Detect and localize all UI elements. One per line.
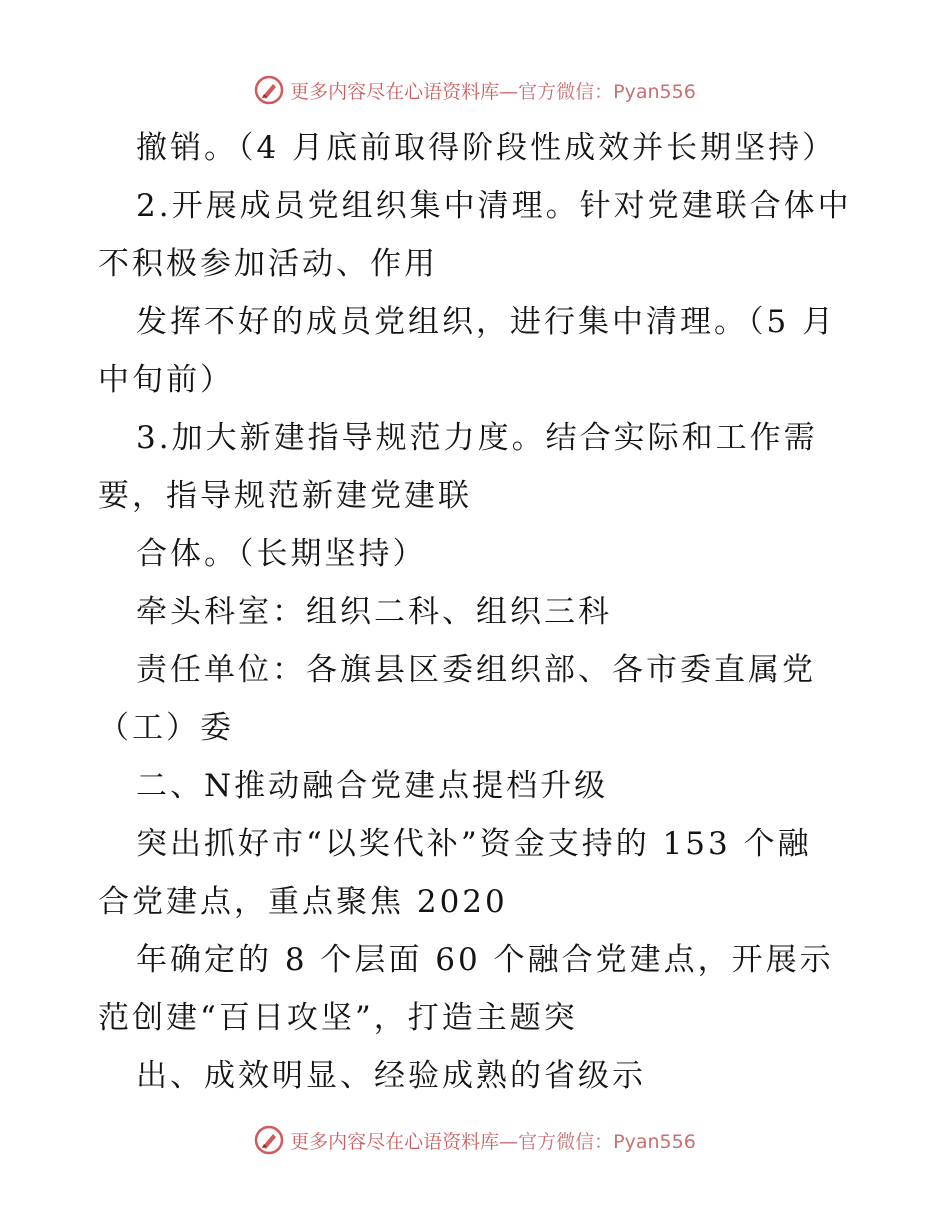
body-line: 出、成效明显、经验成熟的省级示	[136, 1058, 646, 1094]
body-line: （工）委	[98, 710, 234, 746]
watermark-right-text: —官方微信：Pyan556	[499, 80, 696, 103]
body-line: 突出抓好市“以奖代补”资金支持的 153 个融	[136, 826, 812, 862]
body-line: 2.开展成员党组织集中清理。针对党建联合体中	[136, 188, 852, 224]
section-heading: 二、N推动融合党建点提档升级	[136, 768, 609, 804]
body-line: 发挥不好的成员党组织，进行集中清理。（5 月	[136, 304, 837, 340]
body-line: 3.加大新建指导规范力度。结合实际和工作需	[136, 420, 818, 456]
footer-watermark	[0, 1122, 950, 1158]
watermark-right-text: —官方微信：Pyan556	[499, 1130, 696, 1153]
body-line: 中旬前）	[98, 362, 234, 398]
body-line: 范创建“百日攻坚”，打造主题突	[98, 1000, 578, 1036]
body-line: 撤销。（4 月底前取得阶段性成效并长期坚持）	[136, 130, 837, 166]
watermark-left-text: 更多内容尽在心语资料库	[290, 1130, 500, 1153]
pen-logo-icon	[254, 1125, 284, 1155]
body-line: 牵头科室：组织二科、组织三科	[136, 594, 612, 630]
body-line: 合体。（长期坚持）	[136, 536, 427, 572]
watermark-left-text: 更多内容尽在心语资料库	[290, 80, 500, 103]
body-line: 年确定的 8 个层面 60 个融合党建点，开展示	[136, 942, 834, 978]
body-line: 合党建点，重点聚焦 2020	[98, 884, 508, 920]
body-line: 责任单位：各旗县区委组织部、各市委直属党	[136, 652, 816, 688]
body-line: 不积极参加活动、作用	[98, 246, 438, 282]
body-line: 要，指导规范新建党建联	[98, 478, 472, 514]
